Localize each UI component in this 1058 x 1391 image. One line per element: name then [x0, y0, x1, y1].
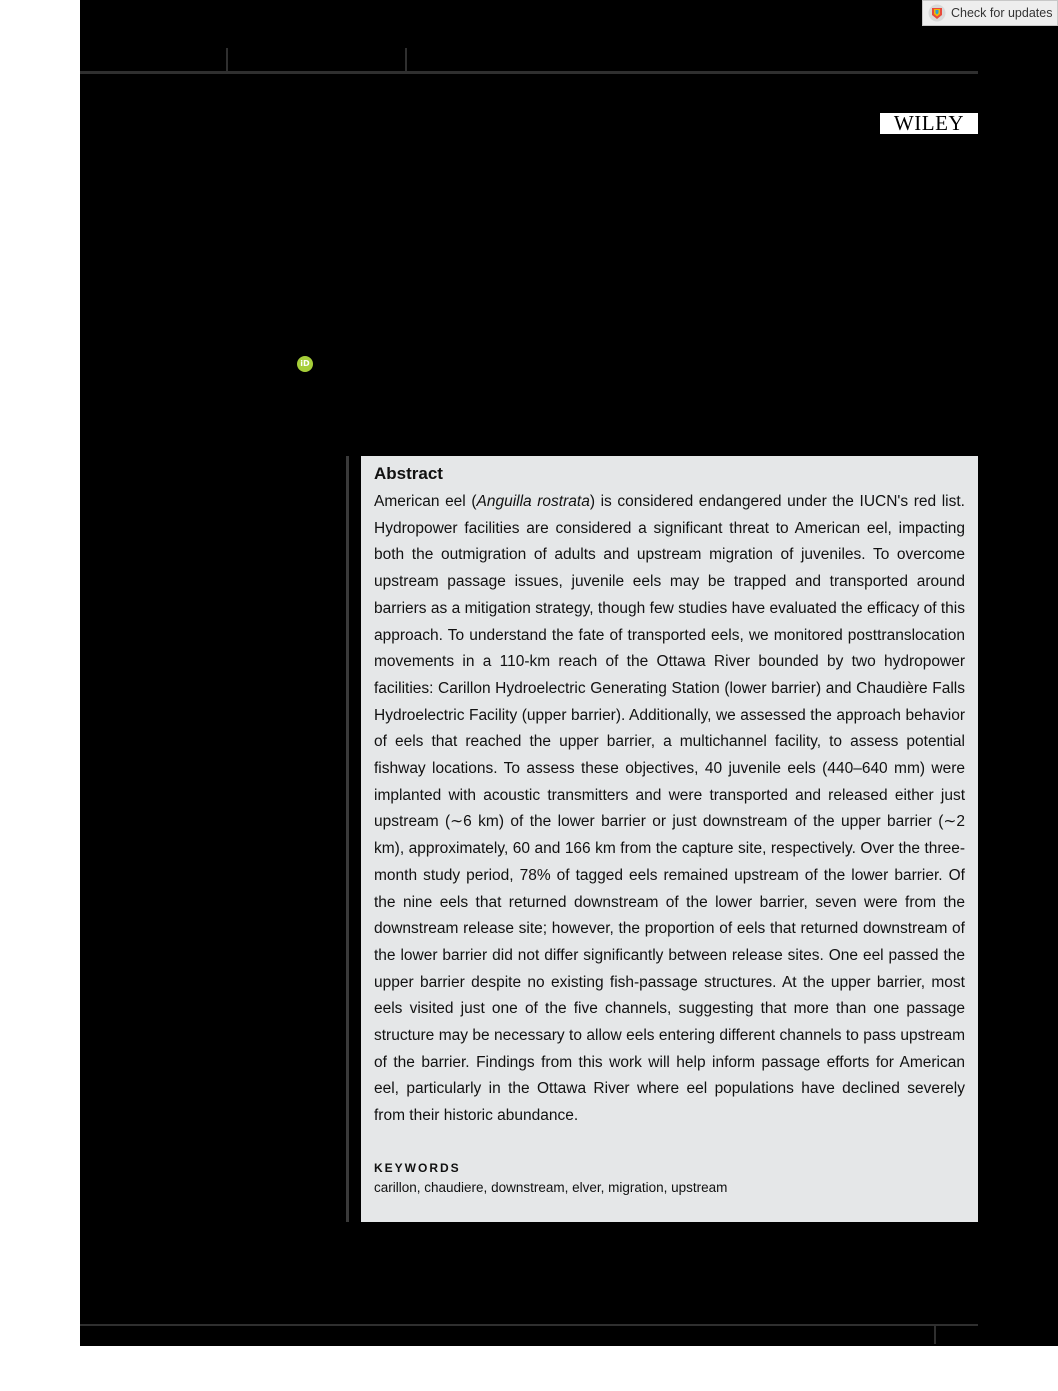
abstract-text-start: American eel (	[374, 493, 477, 510]
footer-rule	[80, 1324, 978, 1326]
abstract-text	[374, 489, 965, 1130]
orcid-icon[interactable]: iD	[297, 356, 313, 372]
keywords-heading: KEYWORDS	[374, 1160, 461, 1175]
abstract-text-rest: ) is considered endangered under the IUCN's red list. Hydropower facilities are considered a significant threat to American eel, impacting both the outmigration of adults and upstream migration of juveniles. To overcome upstream passage issues, juvenile eels may be trapped and transported around barriers as a mitigation strategy, though few studies have evaluated the efficacy of this approach. To understand the fate of transported eels, we monitored posttranslocation movements in a 110-km reach of the Ottawa River bounded by two hydropower facilities: Carillon Hydroelectric Generating Station (lower barrier) and Chaudière Falls Hydroelectric Facility (upper barrier). Additionally, we assessed the approach behavior of eels that reached the upper barrier, a multichannel facility, to assess potential fishway locations. To assess these objectives, 40 juvenile eels (440–640 mm) were implanted with acoustic transmitters and were transported and released either just upstream (∼6 km) of the lower barrier or just downstream of the upper barrier (∼2 km), approximately, 60 and 166 km from the capture site, respectively. Over the three-month study period, 78% of tagged eels remained upstream of the lower barrier. Of the nine eels that returned downstream of the lower barrier, seven were from the downstream release site; however, the proportion of eels that returned downstream of the lower barrier did not differ significantly between release sites. One eel passed the upper barrier despite no existing fish-passage structures. At the upper barrier, most eels visited just one of the five channels, suggesting that more than one passage structure may be necessary to allow eels entering different channels to pass upstream of the barrier. Findings from this work will help inform passage efforts for American eel, particularly in the Ottawa River where eel populations have declined severely from their historic abundance.	[374, 493, 965, 1125]
wiley-logo: WILEY	[880, 113, 978, 134]
abstract-section	[361, 456, 978, 1222]
abstract-rule	[346, 456, 349, 1222]
header-divider	[405, 48, 407, 71]
check-for-updates-button[interactable]	[922, 0, 1058, 26]
check-for-updates-label: Check for updates	[951, 6, 1053, 20]
species-name: Anguilla rostrata	[476, 493, 590, 510]
header-rule	[80, 71, 978, 74]
footer-divider	[934, 1326, 936, 1344]
abstract-heading: Abstract	[374, 464, 443, 483]
crossmark-icon	[928, 4, 946, 22]
header-divider	[226, 48, 228, 71]
keywords-list: carillon, chaudiere, downstream, elver, migration, upstream	[374, 1179, 728, 1195]
